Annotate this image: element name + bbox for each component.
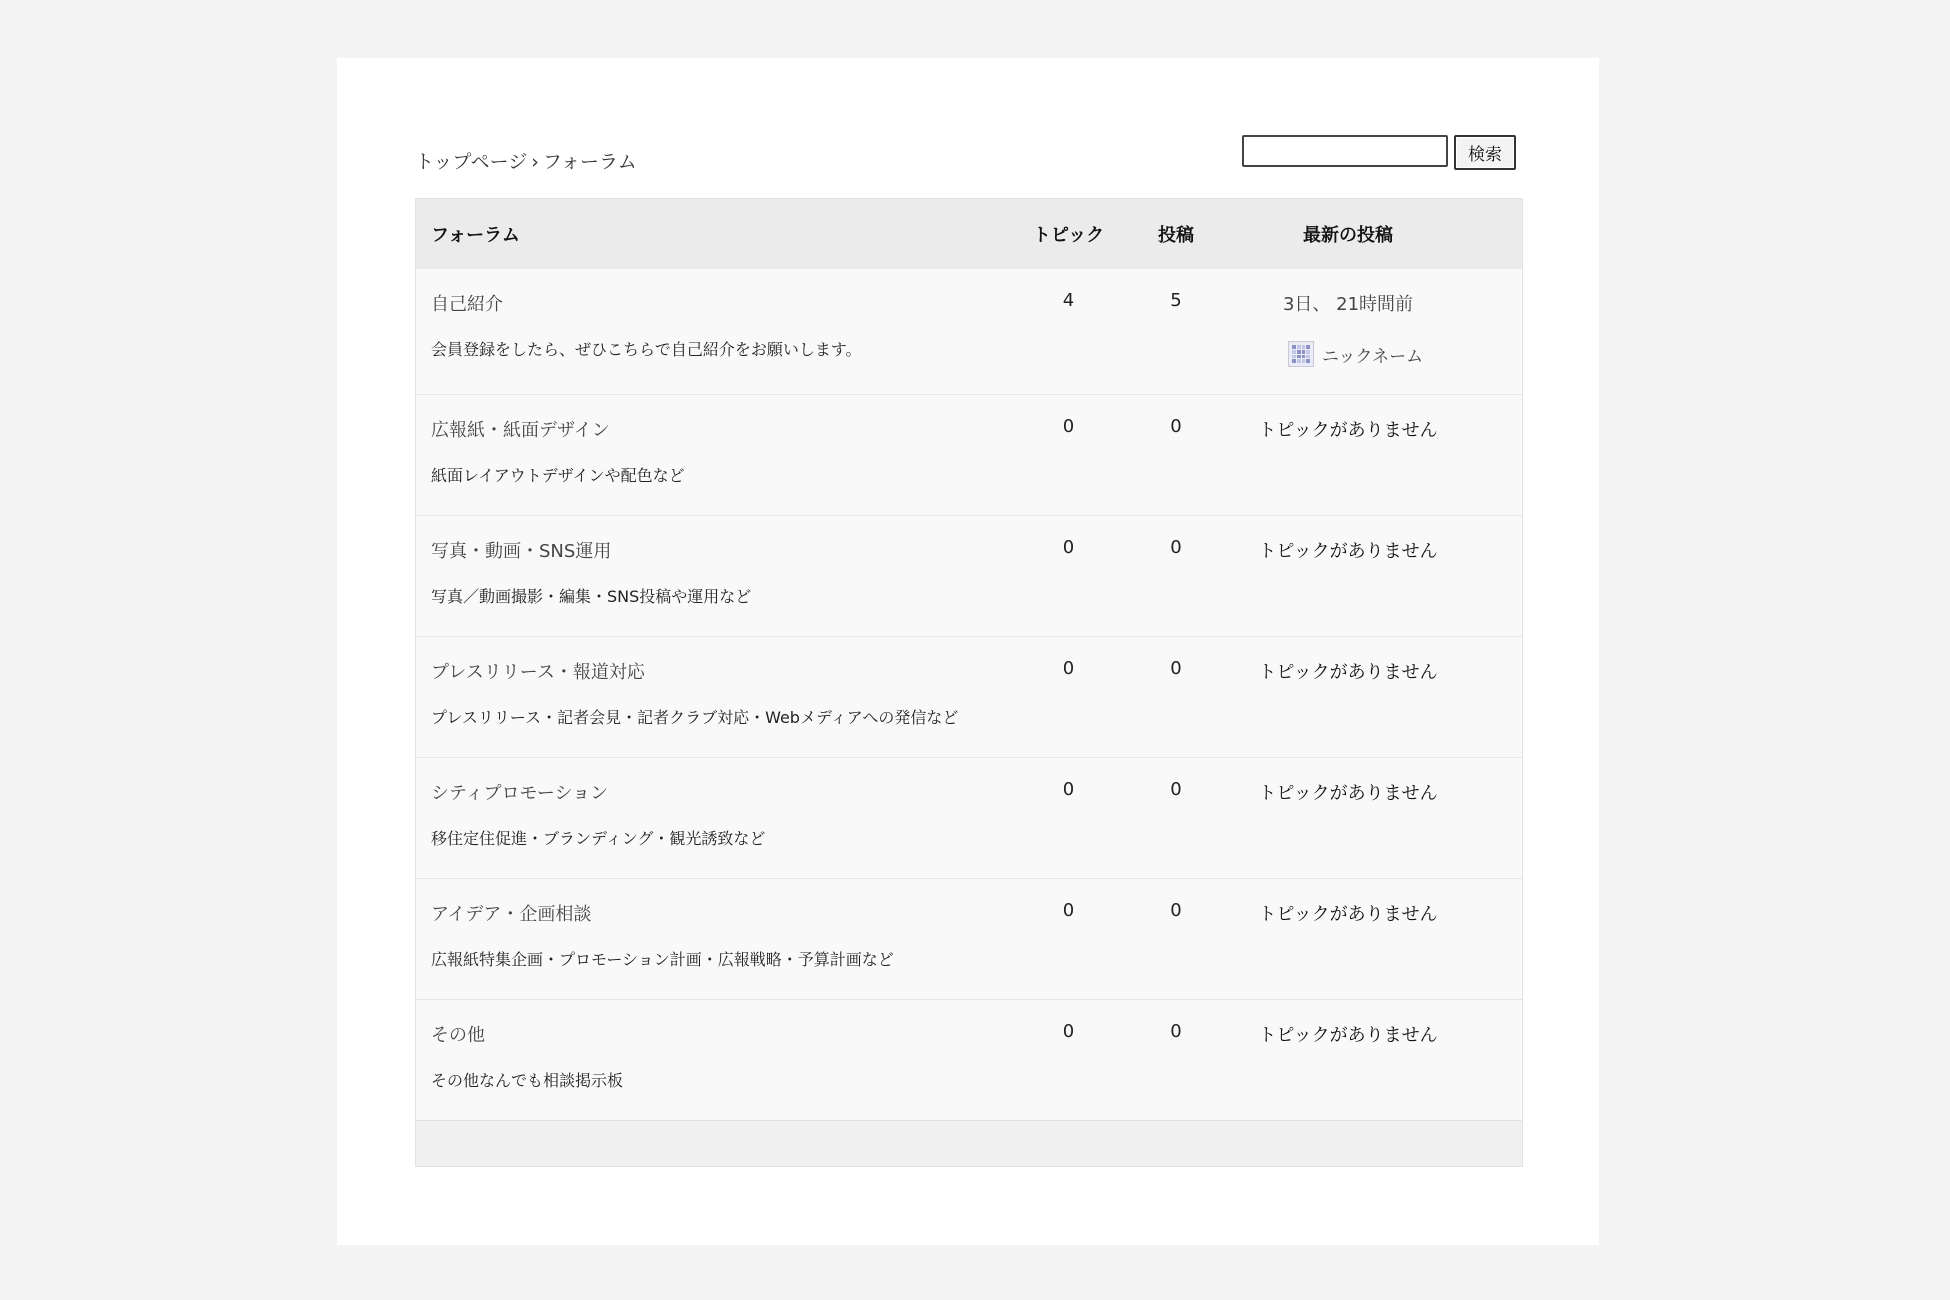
no-topics-text: トピックがありません	[1258, 662, 1438, 683]
post-count: 0	[1170, 900, 1182, 921]
forum-row	[416, 269, 1522, 394]
no-topics-text: トピックがありません	[1258, 783, 1438, 804]
post-count: 0	[1170, 658, 1182, 679]
post-count: 0	[1170, 1021, 1182, 1042]
breadcrumb	[415, 147, 637, 174]
forum-description: その他なんでも相談掲示板	[431, 1071, 624, 1090]
topic-count: 0	[1062, 537, 1075, 558]
forum-row	[416, 878, 1522, 999]
post-count: 5	[1170, 290, 1182, 311]
header-topics: トピック	[1032, 225, 1105, 246]
forum-table	[415, 198, 1523, 1167]
topic-count: 0	[1062, 779, 1075, 800]
breadcrumb-home-link[interactable]: トップページ	[415, 151, 528, 173]
header-posts: 投稿	[1158, 225, 1194, 246]
topic-count: 0	[1062, 900, 1075, 921]
no-topics-text: トピックがありません	[1258, 904, 1438, 925]
forum-title-link[interactable]: アイデア・企画相談	[431, 904, 592, 925]
forum-title-link[interactable]: 広報紙・紙面デザイン	[431, 420, 610, 441]
topic-count: 0	[1062, 1021, 1075, 1042]
breadcrumb-separator: ›	[531, 151, 539, 173]
header-forum: フォーラム	[431, 225, 520, 246]
forum-description: 移住定住促進・ブランディング・観光誘致など	[431, 829, 766, 848]
forum-description: 紙面レイアウトデザインや配色など	[431, 466, 685, 485]
forum-row	[416, 999, 1522, 1120]
no-topics-text: トピックがありません	[1258, 541, 1438, 562]
forum-title-link[interactable]: その他	[431, 1025, 485, 1046]
topic-count: 0	[1062, 416, 1075, 437]
breadcrumb-current: フォーラム	[542, 151, 637, 173]
post-count: 0	[1170, 779, 1182, 800]
header-latest: 最新の投稿	[1303, 225, 1393, 246]
search-form	[1242, 135, 1516, 170]
forum-description: 会員登録をしたら、ぜひこちらで自己紹介をお願いします。	[431, 340, 862, 359]
search-button[interactable]: 検索	[1454, 135, 1516, 170]
forum-row	[416, 636, 1522, 757]
forum-description: 広報紙特集企画・プロモーション計画・広報戦略・予算計画など	[431, 950, 894, 969]
identicon-avatar-icon[interactable]	[1288, 341, 1314, 367]
forum-row	[416, 394, 1522, 515]
search-input[interactable]	[1242, 135, 1448, 167]
forum-title-link[interactable]: シティプロモーション	[431, 783, 609, 804]
latest-post-author	[1288, 341, 1423, 367]
no-topics-text: トピックがありません	[1258, 420, 1438, 441]
latest-post-link[interactable]: 3日、 21時間前	[1282, 294, 1414, 315]
forum-description: 写真／動画撮影・編集・SNS投稿や運用など	[431, 587, 752, 606]
topic-count: 0	[1062, 658, 1075, 679]
forum-description: プレスリリース・記者会見・記者クラブ対応・Webメディアへの発信など	[431, 708, 959, 727]
forum-title-link[interactable]: 写真・動画・SNS運用	[431, 541, 612, 562]
post-count: 0	[1170, 537, 1182, 558]
no-topics-text: トピックがありません	[1258, 1025, 1438, 1046]
forum-title-link[interactable]: 自己紹介	[431, 294, 503, 315]
forum-row	[416, 515, 1522, 636]
forum-row	[416, 757, 1522, 878]
post-count: 0	[1170, 416, 1182, 437]
table-footer	[416, 1120, 1522, 1166]
topic-count: 4	[1062, 290, 1075, 311]
table-header	[416, 199, 1522, 269]
forum-title-link[interactable]: プレスリリース・報道対応	[431, 662, 645, 683]
author-name-link[interactable]: ニックネーム	[1322, 346, 1424, 367]
